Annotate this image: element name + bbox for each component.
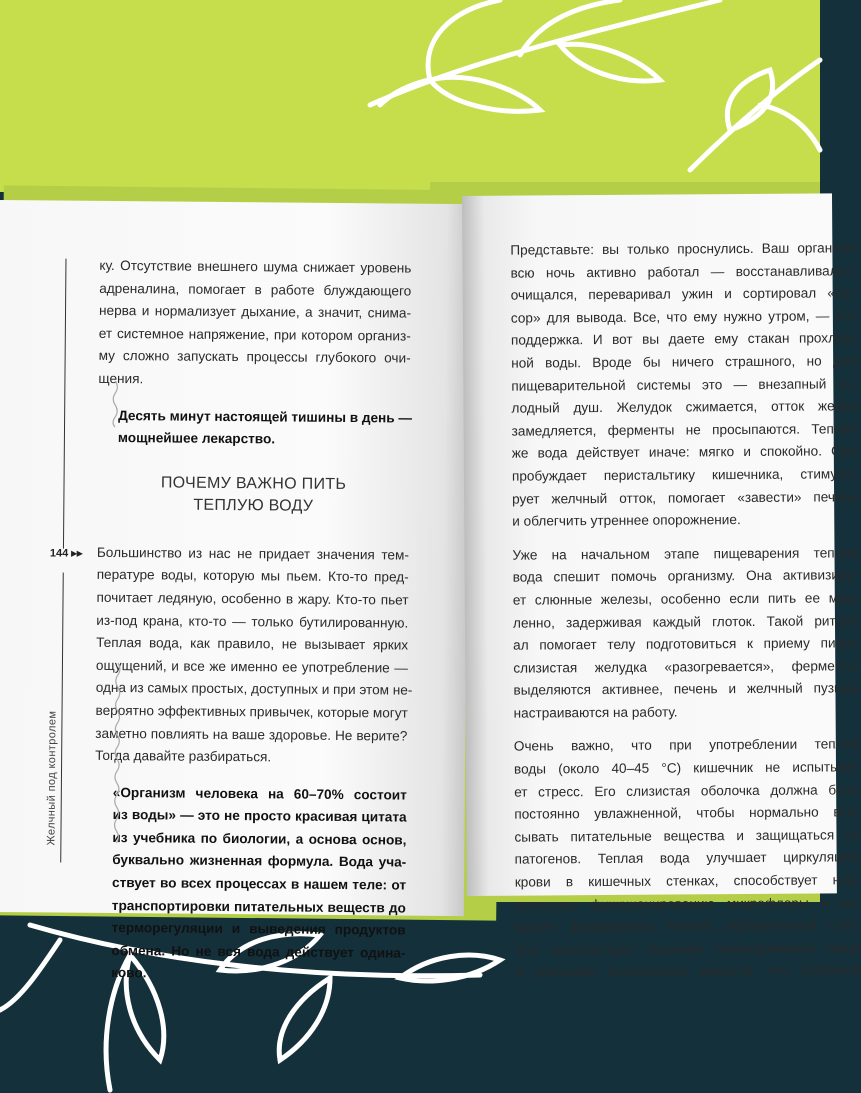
- pull-quote: Десять минут настоящей тишины в день — мощнейшее лекарство.: [117, 407, 413, 447]
- quote-wave-ornament: [111, 663, 123, 843]
- left-page: [0, 200, 470, 981]
- quote-wave-ornament: [110, 381, 120, 427]
- double-arrow-right-icon: ▸▸: [71, 547, 83, 560]
- paragraph: Большинство из нас не придает значения тем- пературе воды, которую мы пьем. Кто-то пред- почитает ледяную, особенно в жару. Кто-то пьет из-под крана, кто-то — только бутилированную. Теплая вода, как правило, не вызывает ярких ощущений, и все же именно ее употребление — одна из самых простых, доступных и при этом не- вероятно эффективных привычек, которые могут заметно повлиять на ваше здоровье. Не верите? Тогда давайте разбираться.: [95, 544, 413, 765]
- paragraph: ку. Отсутствие внешнего шума снижает уровень адреналина, помогает в работе блуждающего нерва и нормализует дыхание, а значит, снима- ет системное напряжение, при котором организ- му сложно запускать процессы глубокого очи- щения.: [98, 257, 412, 387]
- paragraph: Очень важно, что при употреблении теплой воды (около 40–45 °C) кишечник не испытыва- ет стресс. Его слизистая оболочка должна быть постоянно увлажненной, чтобы нормально вса- сывать питательные вещества и защищаться от патогенов. Теплая вода улучшает циркуляцию крови в кишечных стенках, способствует нор- мальному функционированию микрофлоры и по- могает формировать мягкий, оформленный стул. Это способствует лучшему перевариванию пищи и усвоению питательных веществ, что особенно: [513, 736, 861, 981]
- pull-quote: «Организм человека на 60–70% состоит из воды» — это не просто красивая цитата из учебника по биологии, а основа основ, буквально жизненная формула. Вода уча- ствует во всех процессах в нашем теле: от транспортировки питательных веществ до терморегуляции и выведения продуктов обмена. Но не вся вода действует одина- ково.: [111, 784, 407, 981]
- paragraph: Уже на начальном этапе пищеварения теплая вода спешит помочь организму. Она активизиру- ет слюнные железы, особенно если пить ее мед- ленно, задерживая каждый глоток. Такой ритуал ал помогает телу подготовиться к приему пищи: слизистая желудка «разогревается», ферменты выделяются активнее, печень и желчный пузырь настраиваются на работу.: [512, 544, 859, 721]
- margin-rule-bottom: [60, 573, 64, 863]
- running-head: Желчный под контролем: [45, 710, 59, 846]
- margin-rule-top: [63, 259, 67, 549]
- paragraph: Представьте: вы только проснулись. Ваш организм всю ночь активно работал — восстанавливался, очищался, переваривал ужин и сортировал «му- сор» для вывода. Все, что ему нужно утром, — это поддержка. И вот вы даете ему стакан прохлад- ной воды. Вроде бы ничего страшного, но для пищеварительной системы это — внезапный хо- лодный душ. Желудок сжимается, отток желчи замедляется, ферменты не просыпаются. Теплая же вода действует иначе: мягко и спокойно. Она пробуждает перистальтику кишечника, стимули- рует желчный отток, помогает «завести» печень и облегчить утреннее опорожнение.: [510, 240, 858, 529]
- right-page: [462, 193, 861, 981]
- section-heading: ПОЧЕМУ ВАЖНО ПИТЬ ТЕПЛУЮ ВОДУ: [160, 474, 347, 515]
- page-number: 144 ▸▸: [49, 547, 83, 560]
